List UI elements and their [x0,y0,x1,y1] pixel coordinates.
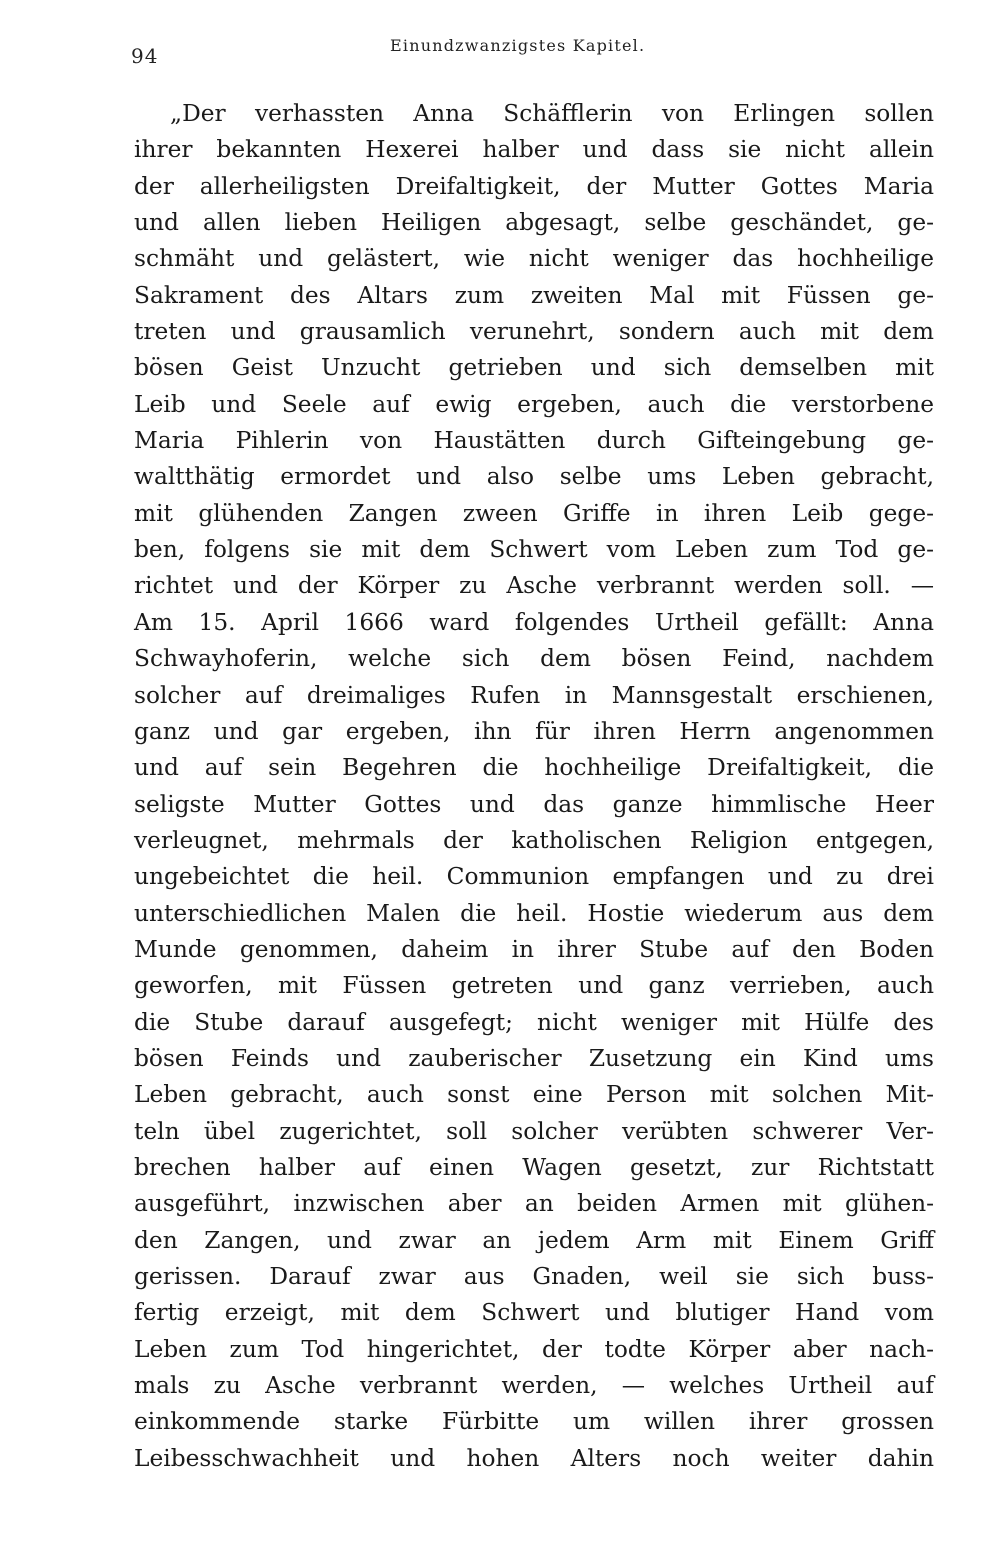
text-line: Am 15. April 1666 ward folgendes Urtheil gefällt: Anna [134,608,934,636]
text-line: ben, folgens sie mit dem Schwert vom Leben zum Tod ge- [134,536,934,564]
text-line: bösen Feinds und zauberischer Zusetzung ein Kind ums [134,1044,934,1072]
text-line: ausgeführt, inzwischen aber an beiden Armen mit glühen- [134,1190,934,1218]
text-line: Schwayhoferin, welche sich dem bösen Feind, nachdem [134,645,934,673]
text-line: Leib und Seele auf ewig ergeben, auch die verstorbene [134,390,934,418]
text-line: Maria Pihlerin von Haustätten durch Gifteingebung ge- [134,427,934,455]
text-line: solcher auf dreimaliges Rufen in Mannsgestalt erschienen, [134,681,934,709]
text-line: bösen Geist Unzucht getrieben und sich demselben mit [134,354,934,382]
page-number: 94 [131,44,159,68]
text-line: den Zangen, und zwar an jedem Arm mit Einem Griff [134,1226,934,1254]
text-line: Sakrament des Altars zum zweiten Mal mit Füssen ge- [134,281,934,309]
text-line: und allen lieben Heiligen abgesagt, selbe geschändet, ge- [134,209,934,237]
text-line: die Stube darauf ausgefegt; nicht weniger mit Hülfe des [134,1008,934,1036]
text-line: und auf sein Begehren die hochheilige Dreifaltigkeit, die [134,754,934,782]
text-line: gerissen. Darauf zwar aus Gnaden, weil sie sich buss- [134,1263,934,1290]
text-line: Leibesschwachheit und hohen Alters noch weiter dahin [134,1444,934,1472]
text-line: brechen halber auf einen Wagen gesetzt, zur Richtstatt [134,1153,934,1181]
text-line: schmäht und gelästert, wie nicht weniger das hochheilige [134,245,934,273]
text-line: ganz und gar ergeben, ihn für ihren Herrn angenommen [134,717,934,745]
text-line: einkommende starke Fürbitte um willen ihrer grossen [134,1408,934,1436]
text-line: teln übel zugerichtet, soll solcher verübten schwerer Ver- [134,1117,934,1145]
text-line: Leben gebracht, auch sonst eine Person mit solchen Mit- [134,1081,934,1109]
text-line: Munde genommen, daheim in ihrer Stube auf den Boden [134,935,934,963]
text-line: richtet und der Körper zu Asche verbrannt werden soll. — [134,572,934,600]
text-line: seligste Mutter Gottes und das ganze himmlische Heer [134,790,934,818]
text-line: fertig erzeigt, mit dem Schwert und blutiger Hand vom [134,1299,934,1327]
text-line: unterschiedlichen Malen die heil. Hostie wiederum aus dem [134,899,934,927]
running-head: Einundzwanzigstes Kapitel. [390,36,646,55]
text-line: verleugnet, mehrmals der katholischen Religion entgegen, [134,826,934,854]
text-line: mit glühenden Zangen zween Griffe in ihren Leib gege- [134,499,934,527]
text-line: mals zu Asche verbrannt werden, — welches Urtheil auf [134,1372,934,1400]
text-line: ihrer bekannten Hexerei halber und dass sie nicht allein [134,136,934,164]
text-line: ungebeichtet die heil. Communion empfangen und zu drei [134,863,934,891]
text-line: „Der verhassten Anna Schäfflerin von Erlingen sollen [170,100,934,127]
text-line: waltthätig ermordet und also selbe ums Leben gebracht, [134,463,934,491]
text-line: geworfen, mit Füssen getreten und ganz verrieben, auch [134,972,934,1000]
text-line: Leben zum Tod hingerichtet, der todte Körper aber nach- [134,1335,934,1363]
body-text [134,96,934,1477]
text-line: treten und grausamlich verunehrt, sondern auch mit dem [134,318,934,346]
text-line: der allerheiligsten Dreifaltigkeit, der Mutter Gottes Maria [134,172,934,200]
